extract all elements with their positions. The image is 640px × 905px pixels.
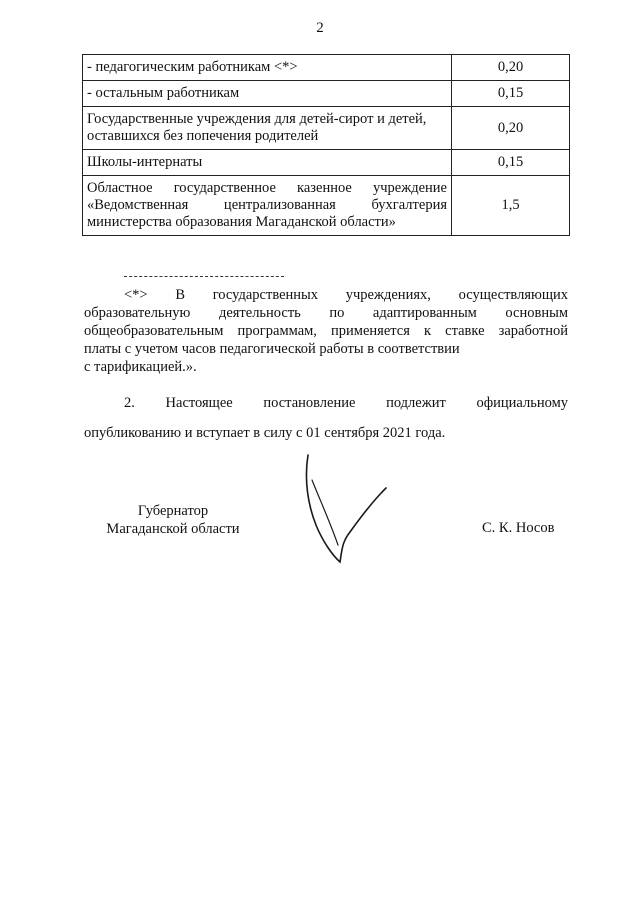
table-cell-name <box>83 107 452 150</box>
table-cell-name <box>83 176 452 236</box>
table-cell-value: 1,5 <box>452 176 570 236</box>
table-cell-name <box>83 55 452 81</box>
table-row <box>83 107 570 150</box>
cell-text-line: министерства образования Магаданской области» <box>87 214 396 230</box>
footnote-line: образовательную деятельность по адаптированным основным <box>84 305 568 321</box>
paragraph-2 <box>84 388 568 448</box>
cell-text-line: Областное государственное казенное учреждение <box>87 180 447 196</box>
table-cell-name <box>83 150 452 176</box>
signer-title <box>88 502 258 538</box>
footnote <box>84 286 568 376</box>
paragraph-line: 2. Настоящее постановление подлежит официальному <box>124 395 568 411</box>
signer-title-line: Губернатор <box>137 503 209 519</box>
table-cell-value: 0,15 <box>452 150 570 176</box>
table-row <box>83 55 570 81</box>
cell-text: - педагогическим работникам <*> <box>87 59 298 75</box>
footnote-separator <box>124 276 284 277</box>
cell-text: - остальным работникам <box>87 85 240 101</box>
handwritten-signature <box>290 450 400 570</box>
table-cell-value: 0,20 <box>452 107 570 150</box>
cell-text-line: Государственные учреждения для детей-сирот и детей, <box>87 111 427 127</box>
table-cell-value: 0,20 <box>452 55 570 81</box>
table-cell-name <box>83 81 452 107</box>
coefficient-table <box>82 54 570 236</box>
cell-text-line: «Ведомственная централизованная бухгалтерия <box>87 197 447 213</box>
cell-text-line: оставшихся без попечения родителей <box>87 128 319 144</box>
cell-text: Школы-интернаты <box>87 154 203 170</box>
table-row <box>83 150 570 176</box>
footnote-line: платы с учетом часов педагогической работы в соответствии <box>84 341 460 357</box>
table-row <box>83 176 570 236</box>
table-row <box>83 81 570 107</box>
signer-name: С. К. Носов <box>482 520 555 536</box>
footnote-line: с тарификацией.». <box>84 359 197 375</box>
table-cell-value: 0,15 <box>452 81 570 107</box>
page-number: 2 <box>316 20 324 36</box>
footnote-line: общеобразовательным программам, применяется к ставке заработной <box>84 323 568 339</box>
paragraph-line: опубликованию и вступает в силу с 01 сентября 2021 года. <box>84 425 446 441</box>
signer-title-line: Магаданской области <box>106 521 240 537</box>
footnote-line: <*> В государственных учреждениях, осуществляющих <box>124 287 568 303</box>
